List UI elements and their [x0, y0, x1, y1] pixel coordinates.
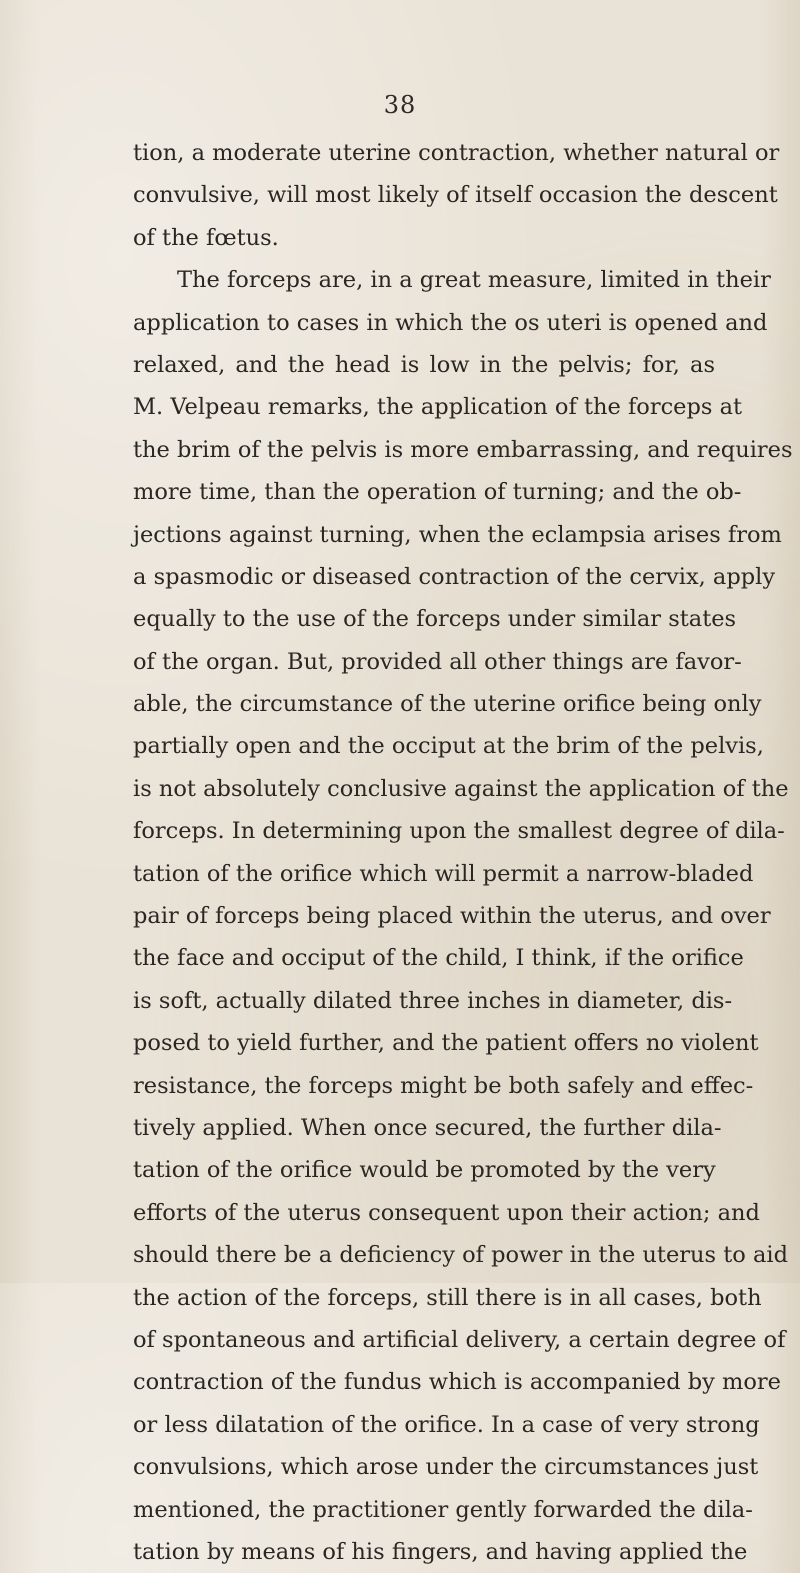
text-line: is not absolutely conclusive against the application of the [133, 775, 789, 802]
text-line: tation by means of his fingers, and having applied the [133, 1538, 748, 1565]
text-line: relaxed, and the head is low in the pelvis; for, as [133, 351, 715, 378]
text-line: tively applied. When once secured, the further dila- [133, 1114, 722, 1141]
text-line: the brim of the pelvis is more embarrassing, and requires [133, 436, 793, 463]
text-line: a spasmodic or diseased contraction of the cervix, apply [133, 563, 776, 590]
text-line: efforts of the uterus consequent upon their action; and [133, 1199, 760, 1226]
paragraph-start-line: The forceps are, in a great measure, limited in their [177, 267, 771, 294]
text-line: convulsive, will most likely of itself occasion the descent [133, 182, 778, 209]
text-line: convulsions, which arose under the circumstances just [133, 1454, 759, 1481]
page-number: 38 [383, 91, 417, 119]
text-line: of the organ. But, provided all other things are favor- [133, 648, 742, 675]
text-line: jections against turning, when the eclampsia arises from [133, 521, 782, 548]
text-line: equally to the use of the forceps under similar states [133, 606, 737, 633]
text-line: the face and occiput of the child, I think, if the orifice [133, 945, 744, 972]
text-line: partially open and the occiput at the brim of the pelvis, [133, 733, 764, 760]
text-line: resistance, the forceps might be both safely and effec- [133, 1072, 754, 1099]
text-line: should there be a deficiency of power in the uterus to aid [133, 1242, 788, 1269]
text-line: of the fœtus. [133, 224, 279, 251]
text-line: contraction of the fundus which is accompanied by more [133, 1369, 781, 1396]
text-line: of spontaneous and artificial delivery, a certain degree of [133, 1326, 786, 1353]
text-line: mentioned, the practitioner gently forwarded the dila- [133, 1496, 753, 1523]
body-text [133, 132, 793, 1573]
text-line: tation of the orifice would be promoted by the very [133, 1157, 716, 1184]
text-line: able, the circumstance of the uterine orifice being only [133, 691, 762, 718]
text-line: tation of the orifice which will permit a narrow-bladed [133, 860, 754, 887]
text-line: is soft, actually dilated three inches in diameter, dis- [133, 987, 733, 1014]
text-line: application to cases in which the os uteri is opened and [133, 309, 768, 336]
text-line: forceps. In determining upon the smallest degree of dila- [133, 818, 785, 845]
text-line: the action of the forceps, still there is in all cases, both [133, 1284, 762, 1311]
text-line: more time, than the operation of turning; and the ob- [133, 479, 742, 506]
text-line: tion, a moderate uterine contraction, whether natural or [133, 140, 780, 166]
text-line: posed to yield further, and the patient offers no violent [133, 1030, 759, 1057]
text-line: pair of forceps being placed within the uterus, and over [133, 903, 771, 930]
text-line: M. Velpeau remarks, the application of the forceps at [133, 394, 743, 421]
text-line: or less dilatation of the orifice. In a case of very strong [133, 1411, 760, 1438]
